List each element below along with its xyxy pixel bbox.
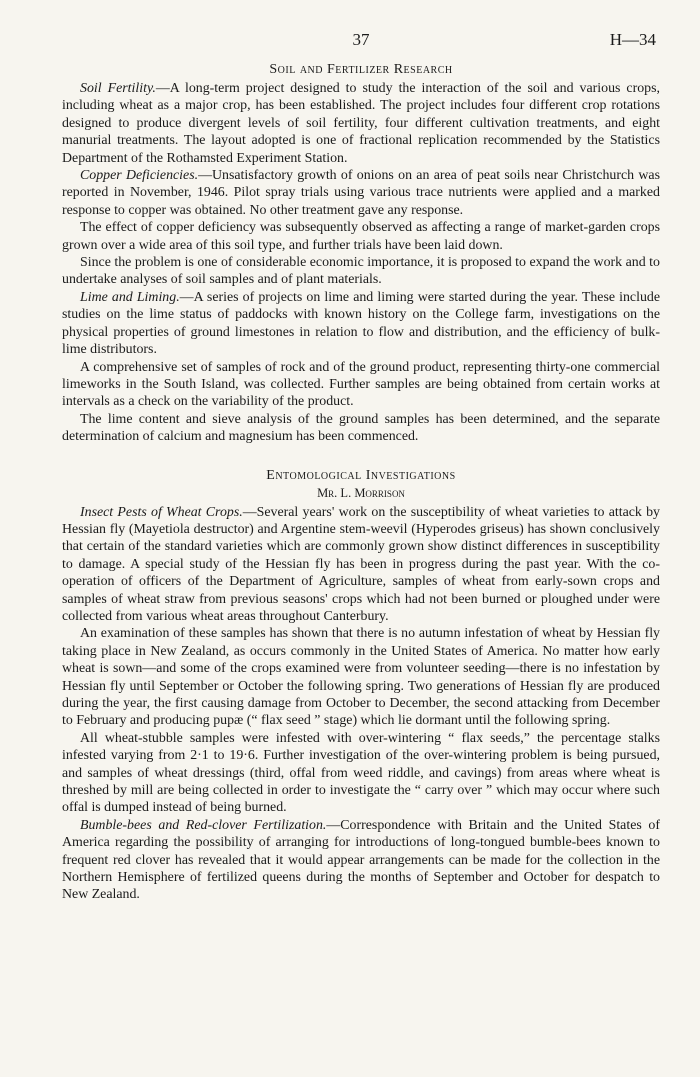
paragraph-text: The lime content and sieve analysis of the ground samples has been determined, and the separate determination of calcium and magnesium has been commenced. — [62, 411, 660, 445]
paragraph-lead: Lime and Liming. — [80, 289, 180, 305]
paragraph-text: —A series of projects on lime and liming were started during the year. These include studies on the lime status of paddocks with known history on the College farm, investigations on the physical properties of ground limestones in relation to flow and distribution, and the efficiency of bulk-lime distributors. — [62, 289, 660, 358]
paragraph-copper-expansion — [62, 254, 660, 289]
paragraph-soil-fertility — [62, 80, 660, 167]
paragraph-insect-pests — [62, 504, 660, 626]
paragraph-text: Since the problem is one of considerable economic importance, it is proposed to expand the work and to undertake analyses of soil samples and of plant materials. — [62, 255, 660, 288]
paragraph-text: —A long-term project designed to study the interaction of the soil and various crops, including wheat as a major crop, has been established. The project includes four different crop rotations designed to produce divergent levels of soil fertility, four different cultivation treatments, and eight manurial treatments. The layout adopted is one of fractional replication recommended by the Statistics Department of the Rothamsted Experiment Station. — [62, 81, 660, 166]
paragraph-copper-deficiencies — [62, 167, 660, 219]
paragraph-text: An examination of these samples has shown that there is no autumn infestation of wheat by Hessian fly taking place in New Zealand, as occurs commonly in the United States of America. No matter how early wheat is sown—and some of the crops examined were from volunteer seeding—there is no infestation by Hessian fly until September or October the following spring. Two generations of Hessian fly are produced during the year, the first causing damage from October to December, the second attacking from December to February and producing pupæ (“ flax seed ” stage) which lie dormant until the following spring. — [62, 626, 660, 729]
paragraph-lime-content — [62, 411, 660, 446]
paragraph-limeworks-samples — [62, 359, 660, 411]
paragraph-text: —Unsatisfactory growth of onions on an area of peat soils near Christchurch was reported in November, 1946. Pilot spray trials using various trace nutrients were applied and a marked response to copper was obtained. No other treatment gave any response. — [62, 168, 660, 218]
paragraph-text: The effect of copper deficiency was subsequently observed as affecting a range of market-garden crops grown over a wide area of this soil type, and further trials have been laid down. — [62, 220, 660, 253]
paragraph-lead: Insect Pests of Wheat Crops. — [80, 504, 243, 520]
paragraph-lead: Soil Fertility. — [80, 81, 156, 96]
page-number: 37 — [352, 30, 370, 49]
section-author: Mr. L. Morrison — [317, 485, 405, 500]
section-heading-soil: Soil and Fertilizer Research — [269, 62, 453, 77]
soil-fertilizer-section — [62, 62, 660, 446]
paragraph-lime-liming — [62, 289, 660, 359]
paragraph-text: —Correspondence with Britain and the United States of America regarding the possibility of arranging for introductions of long-tongued bumble-bees known to frequent red clover has revealed that it would appear arrangements can be made for the collection in the Northern Hemisphere of fertilized queens during the months of September and October for despatch to New Zealand. — [62, 817, 660, 903]
paragraph-examination — [62, 625, 660, 729]
paragraph-text: —Several years' work on the susceptibility of wheat varieties to attack by Hessian fly (Mayetiola destructor) and Argentine stem-weevil (Hyperodes griseus) has shown conclusively that certain of the standard varieties which are commonly grown show distinct differences in susceptibility to damage. A special study of the Hessian fly has been in progress during the past year. With the co-operation of officers of the Department of Agriculture, samples of wheat from early-sown crops and samples of wheat straw from previous seasons' crops which had not been burned or ploughed under were collected from various wheat areas throughout Canterbury. — [62, 504, 660, 624]
paragraph-copper-effect — [62, 219, 660, 254]
section-spacer — [62, 446, 660, 460]
section-heading-entomological: Entomological Investigations — [266, 467, 456, 483]
paragraph-text: A comprehensive set of samples of rock and of the ground product, representing thirty-one commercial limeworks in the South Island, was collected. Further samples are being obtained from certain works at intervals as a check on the variability of the product. — [62, 359, 660, 410]
document-code: H—34 — [609, 30, 656, 49]
paragraph-wheat-stubble — [62, 730, 660, 817]
paragraph-lead: Bumble-bees and Red-clover Fertilization. — [80, 817, 327, 833]
entomological-section — [62, 468, 660, 904]
paragraph-bumble-bees — [62, 817, 660, 904]
page-header — [62, 24, 660, 54]
paragraph-lead: Copper Deficiencies. — [80, 168, 199, 184]
paragraph-text: All wheat-stubble samples were infested with over-wintering “ flax seeds,” the percentage stalks infested varying from 2·1 to 19·6. Further investigation of the over-wintering problem is being pursued, and samples of wheat dressings (third, offal from weed riddle, and cavings) from areas where wheat is threshed by mill are being collected in order to investigate the “ carry over ” which may occur where such offal is dumped instead of being burned. — [62, 730, 660, 816]
